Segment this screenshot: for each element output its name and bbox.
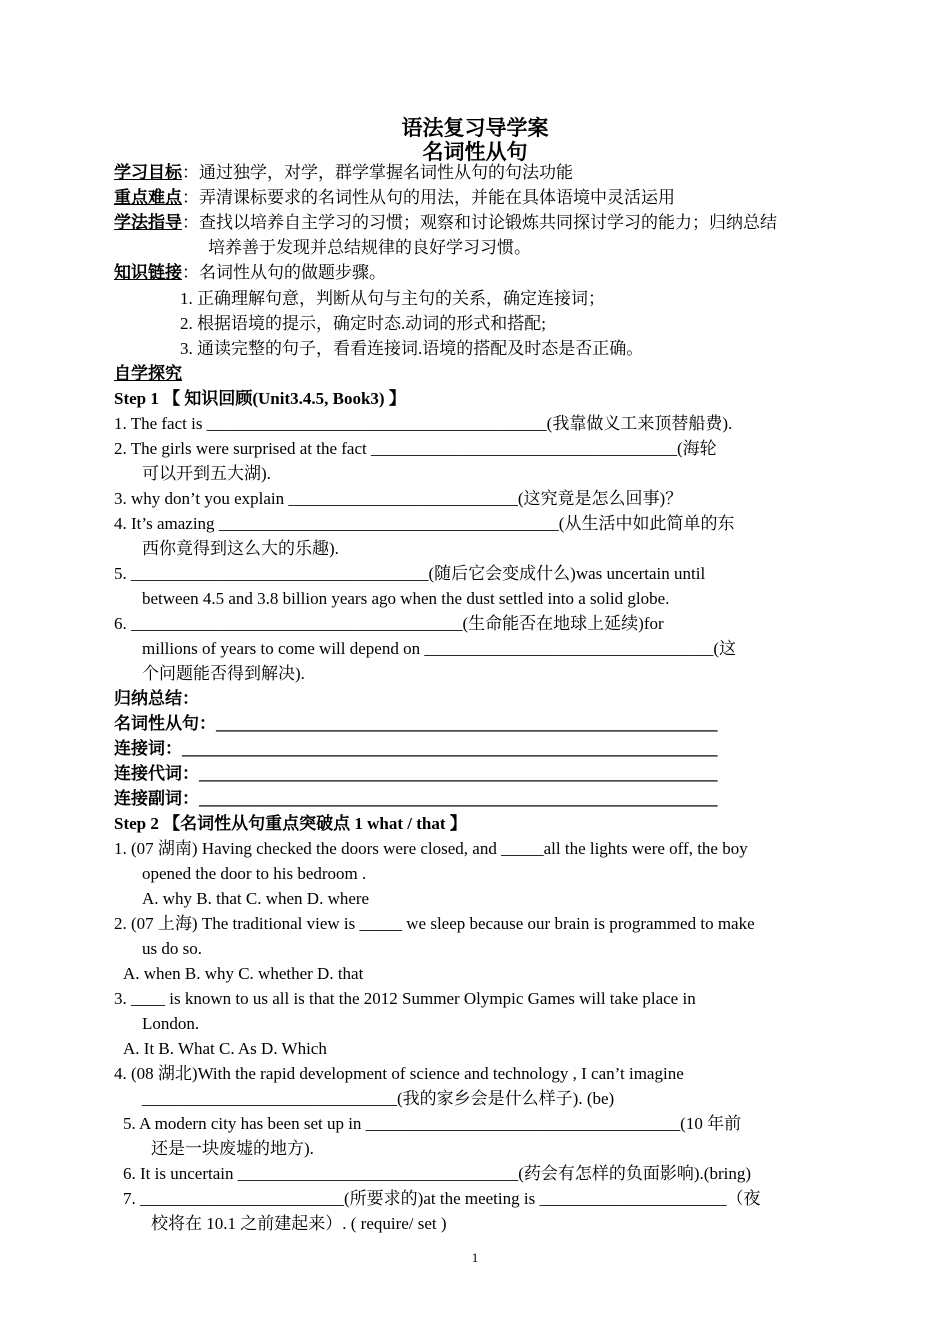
difficulty-label: 重点难点 xyxy=(114,188,182,207)
summary-label: 归纳总结： xyxy=(114,689,199,708)
difficulty-text: ：弄清课标要求的名词性从句的用法，并能在具体语境中灵活运用 xyxy=(182,188,675,207)
summary-line: 连接副词：_____________________________________________________________ xyxy=(114,789,718,808)
exercise-line: 可以开到五大湖). xyxy=(142,464,271,483)
self-study-heading: 自学探究 xyxy=(114,364,182,383)
link-step: 1. 正确理解句意，判断从句与主句的关系，确定连接词； xyxy=(180,289,605,308)
exercise-line: 6. _______________________________________(生命能否在地球上延续)for xyxy=(114,614,664,633)
exercise-line: 西你竟得到这么大的乐趣). xyxy=(142,539,339,558)
options-line: A. when B. why C. whether D. that xyxy=(123,964,364,983)
options-line: A. why B. that C. when D. where xyxy=(142,889,370,908)
exercise-line: 3. why don’t you explain ___________________________(这究竟是怎么回事)？ xyxy=(114,489,683,508)
method-label: 学法指导 xyxy=(114,213,182,232)
exercise-line: 还是一块废墟的地方). xyxy=(151,1139,314,1158)
title-sub: 名词性从句 xyxy=(422,140,528,164)
link-text: ：名词性从句的做题步骤。 xyxy=(182,263,386,282)
exercise-line: ______________________________(我的家乡会是什么样子). (be) xyxy=(142,1089,615,1108)
goal-text: ：通过独学，对学，群学掌握名词性从句的句法功能 xyxy=(182,163,573,182)
link-step: 3. 通读完整的句子，看看连接词.语境的搭配及时态是否正确。 xyxy=(180,339,644,358)
exercise-line: 5. ___________________________________(随后它会变成什么)was uncertain until xyxy=(114,564,706,583)
exercise-line: 1. (07 湖南) Having checked the doors were closed, and _____all the lights were off, the boy xyxy=(114,839,748,858)
exercise-line: 7. ________________________(所要求的)at the meeting is ______________________（夜 xyxy=(123,1189,761,1208)
summary-line: 连接代词：_____________________________________________________________ xyxy=(114,764,718,783)
exercise-line: London. xyxy=(142,1014,200,1033)
exercise-line: 4. (08 湖北)With the rapid development of science and technology , I can’t imagine xyxy=(114,1064,684,1083)
exercise-line: 2. The girls were surprised at the fact ____________________________________(海轮 xyxy=(114,439,717,458)
method-text-cont: 培养善于发现并总结规律的良好学习习惯。 xyxy=(208,238,531,257)
exercise-line: 5. A modern city has been set up in _____________________________________(10 年前 xyxy=(123,1114,742,1133)
title-main: 语法复习导学案 xyxy=(401,116,549,140)
options-line: A. It B. What C. As D. Which xyxy=(123,1039,327,1058)
exercise-line: between 4.5 and 3.8 billion years ago when the dust settled into a solid globe. xyxy=(142,589,670,608)
exercise-line: 2. (07 上海) The traditional view is _____ we sleep because our brain is programmed to make xyxy=(114,914,755,933)
goal-line xyxy=(114,162,573,184)
link-label: 知识链接 xyxy=(114,263,182,282)
exercise-line: 1. The fact is ________________________________________(我靠做义工来顶替船费). xyxy=(114,414,733,433)
page-number: 1 xyxy=(471,1250,479,1265)
difficulty-line xyxy=(114,187,675,209)
step1-heading: Step 1 【 知识回顾(Unit3.4.5, Book3) 】 xyxy=(114,389,406,408)
summary-line: 连接词：_______________________________________________________________ xyxy=(114,739,718,758)
method-line xyxy=(114,212,777,234)
exercise-line: opened the door to his bedroom . xyxy=(142,864,367,883)
exercise-line: us do so. xyxy=(142,939,202,958)
exercise-line: 4. It’s amazing ________________________________________(从生活中如此简单的东 xyxy=(114,514,735,533)
step2-heading: Step 2 【名词性从句重点突破点 1 what / that 】 xyxy=(114,814,467,833)
link-step: 2. 根据语境的提示，确定时态.动词的形式和搭配; xyxy=(180,314,546,333)
exercise-line: 6. It is uncertain _________________________________(药会有怎样的负面影响).(bring) xyxy=(123,1164,751,1183)
link-line xyxy=(114,262,386,284)
goal-label: 学习目标 xyxy=(114,163,182,182)
method-text: ：查找以培养自主学习的习惯；观察和讨论锻炼共同探讨学习的能力；归纳总结 xyxy=(182,213,777,232)
exercise-line: 校将在 10.1 之前建起来）. ( require/ set ) xyxy=(151,1214,447,1233)
exercise-line: millions of years to come will depend on __________________________________(这 xyxy=(142,639,736,658)
exercise-line: 3. ____ is known to us all is that the 2012 Summer Olympic Games will take place in xyxy=(114,989,696,1008)
exercise-line: 个问题能否得到解决). xyxy=(142,664,305,683)
summary-line: 名词性从句：___________________________________________________________ xyxy=(114,714,718,733)
